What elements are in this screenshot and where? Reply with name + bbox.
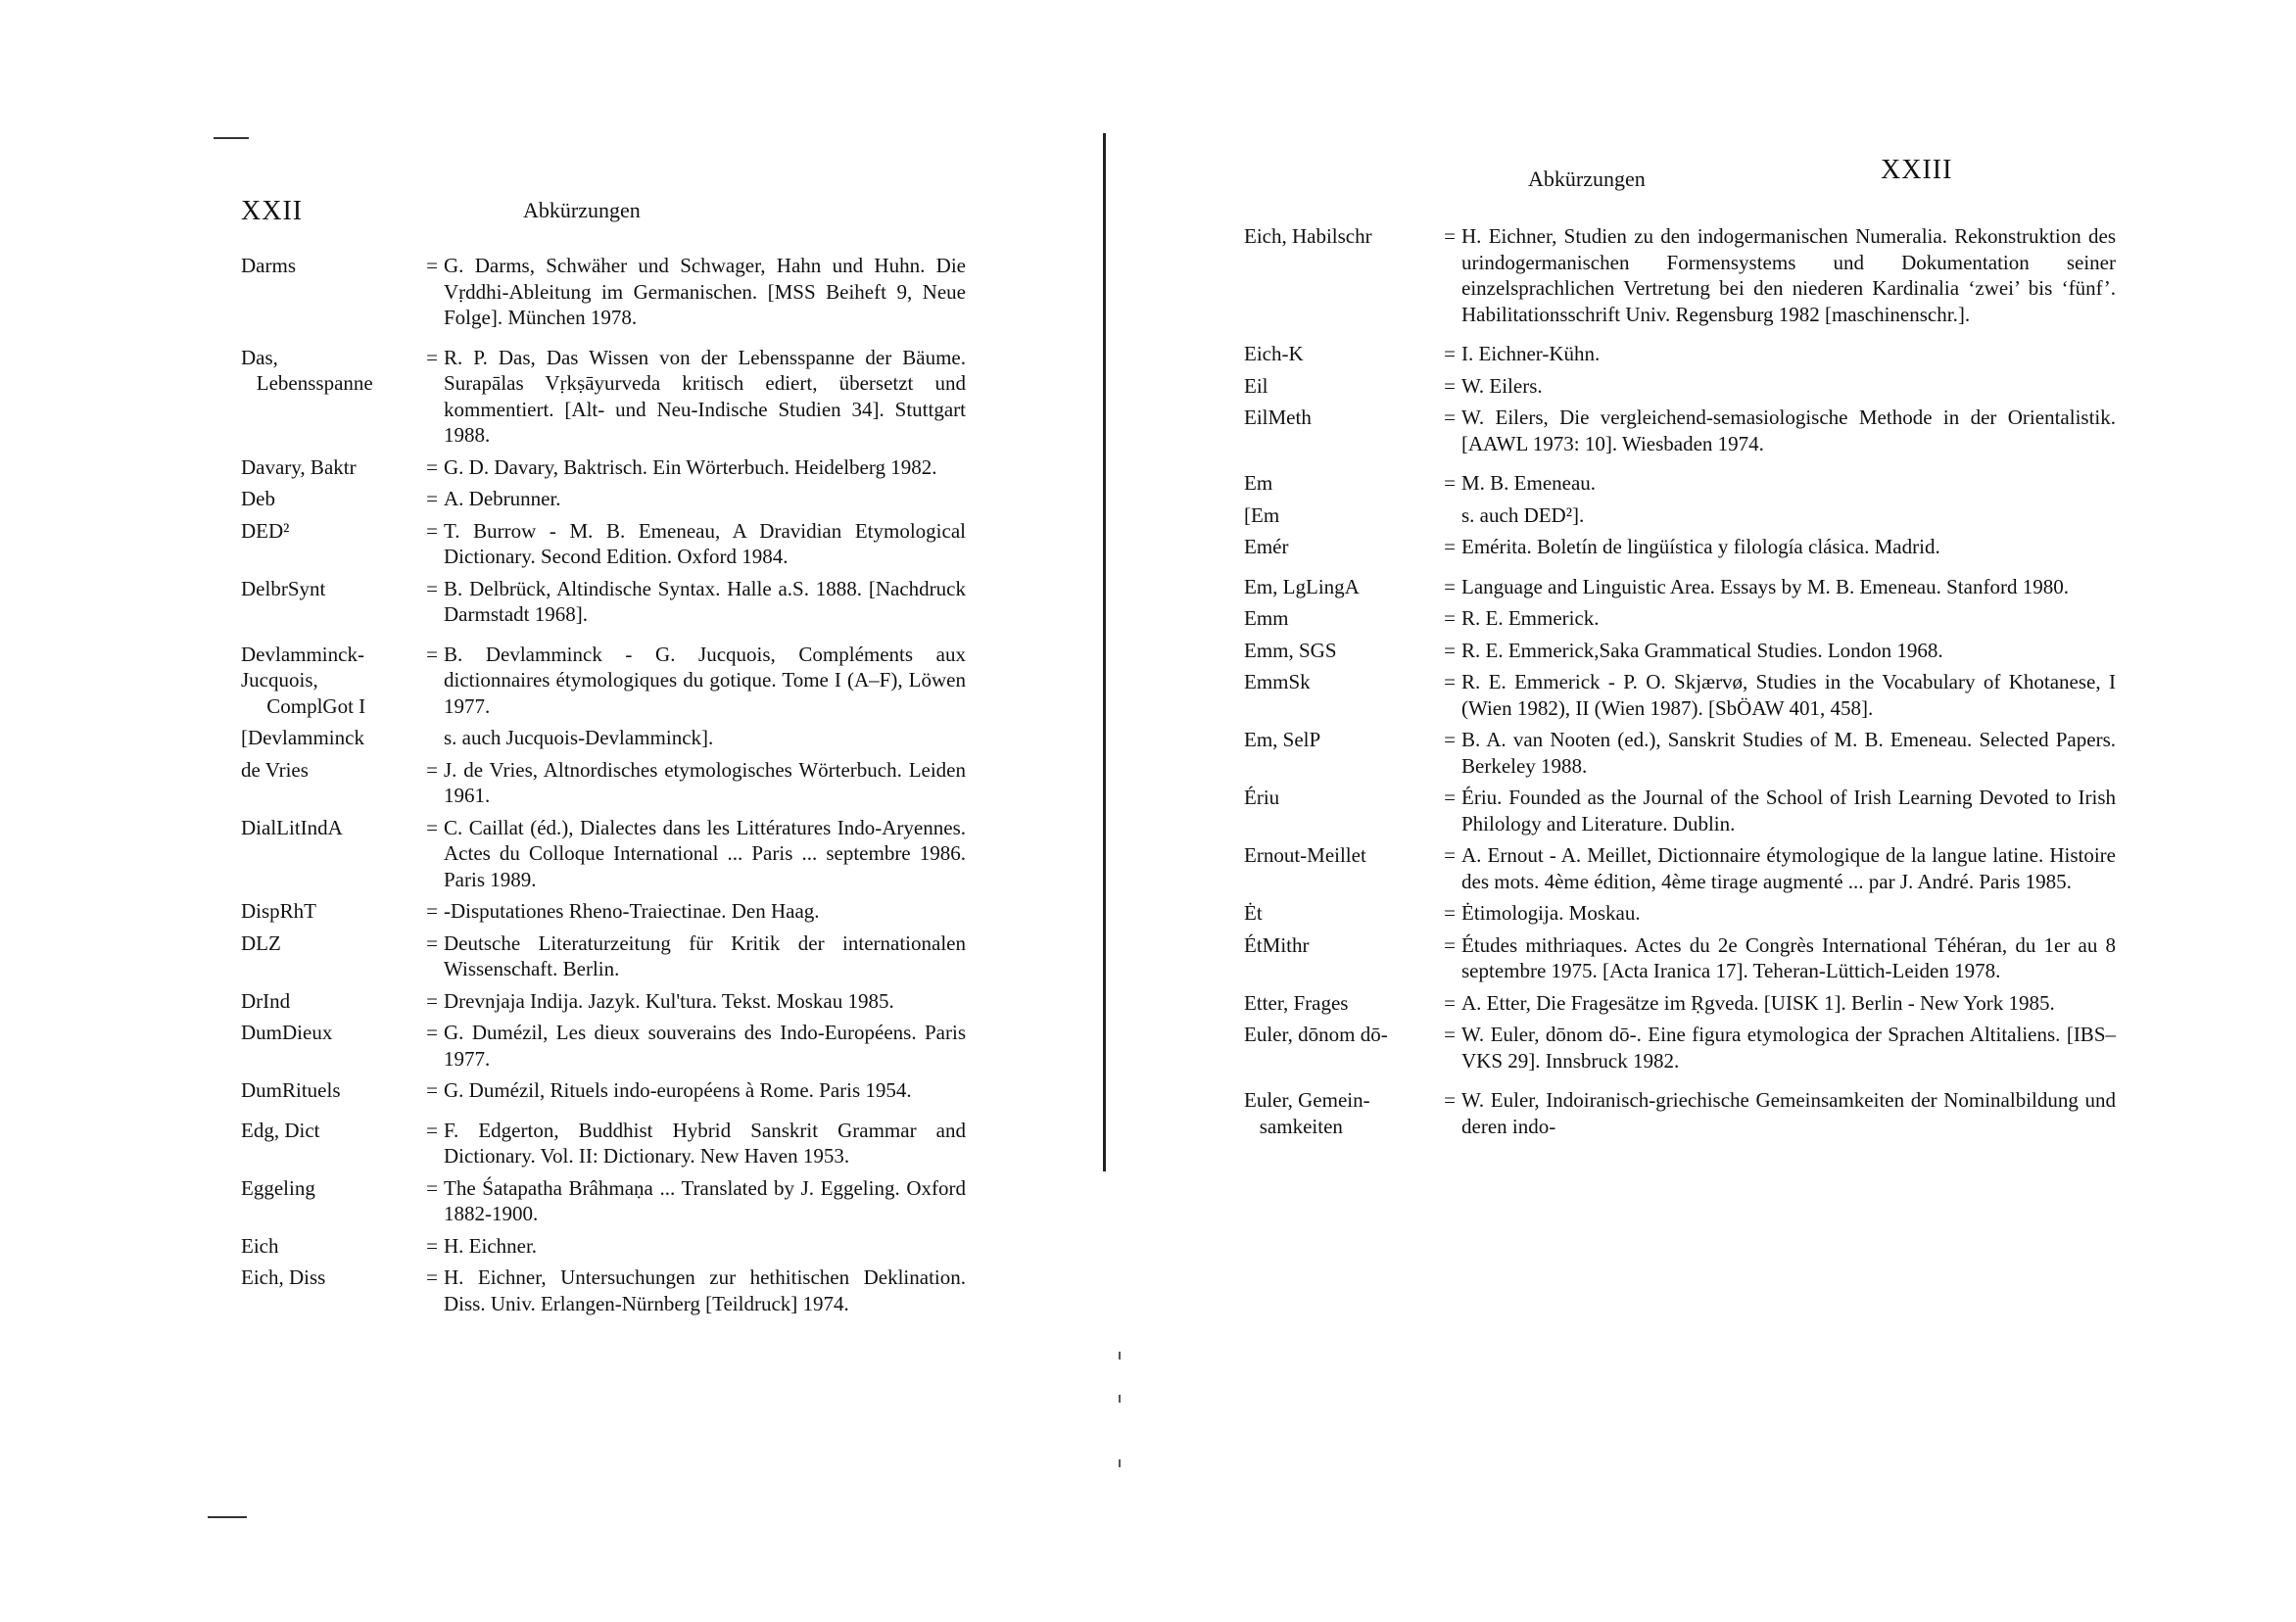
entry-abbreviation: Em, LgLingA	[1244, 574, 1360, 598]
entry-equals: =	[426, 642, 438, 666]
entry-definition: s. auch Jucquois-Devlamminck].	[444, 726, 714, 749]
entry-abbreviation: Em, SelP	[1244, 728, 1321, 751]
abbreviation-entry	[241, 253, 966, 331]
entry-abbreviation: Ernout-Meillet	[1244, 843, 1366, 867]
abbreviation-entry	[1244, 900, 2116, 927]
entry-definition: W. Euler, dōnom dō-. Eine figura etymologica der Sprachen Altitaliens. [IBS–VKS 29]. Innsbruck 1982.	[1461, 1023, 2116, 1073]
entry-definition: Ėtimologija. Moskau.	[1461, 901, 1641, 925]
entry-abbreviation: DelbrSynt	[241, 576, 326, 600]
abbreviation-entry	[1244, 785, 2116, 836]
entry-equals: =	[1444, 342, 1456, 365]
abbreviation-entry	[1244, 502, 2116, 529]
entry-equals: =	[426, 1118, 438, 1142]
entry-equals: =	[426, 576, 438, 600]
abbreviation-entry	[1244, 373, 2116, 400]
entry-abbreviation: Eich	[241, 1233, 279, 1258]
entry-definition: R. E. Emmerick,Saka Grammatical Studies. London 1968.	[1461, 638, 1943, 662]
entry-equals: =	[1444, 224, 1456, 248]
entry-abbreviation: de Vries	[241, 757, 309, 782]
entry-abbreviation: Deb	[241, 487, 275, 510]
entry-definition: T. Burrow - M. B. Emeneau, A Dravidian Etymological Dictionary. Second Edition. Oxford 1984.	[444, 518, 966, 568]
entry-abbreviation: Emm	[1244, 606, 1289, 630]
entry-equals: =	[426, 930, 438, 955]
entry-abbreviation: DumDieux	[241, 1021, 333, 1044]
entry-equals: =	[1444, 786, 1456, 809]
entry-equals: =	[426, 1233, 438, 1258]
entry-equals: =	[1444, 670, 1456, 693]
abbreviation-entry	[1244, 842, 2116, 894]
entry-abbreviation: [Devlamminck	[241, 726, 364, 749]
entry-abbreviation: DialLitIndA	[241, 815, 343, 839]
entry-equals: =	[426, 988, 438, 1013]
abbreviation-entry	[241, 930, 966, 982]
entry-abbreviation: Emm, SGS	[1244, 638, 1337, 662]
entry-equals: =	[1444, 932, 1456, 957]
entry-definition: Études mithriaques. Actes du 2e Congrès International Téhéran, du 1er au 8 septembre 1975. [Acta Iranica 17]. Teheran-Lüttich-Leiden 1978.	[1461, 932, 2116, 982]
entry-abbreviation: Etter, Frages	[1244, 990, 1349, 1015]
entry-equals: =	[426, 899, 438, 923]
entry-definition: Ériu. Founded as the Journal of the School of Irish Learning Devoted to Irish Philology and Literature. Dublin.	[1461, 786, 2116, 835]
entry-abbreviation: Davary, Baktr	[241, 454, 357, 479]
entry-abbreviation: Euler, dōnom dō-	[1244, 1023, 1388, 1046]
abbreviation-entry	[1244, 574, 2116, 600]
entry-definition: A. Ernout - A. Meillet, Dictionnaire étymologique de la langue latine. Histoire des mots. 4ème édition, 4ème tirage augmenté ... par J. André. Paris 1985.	[1461, 843, 2116, 893]
entry-definition: s. auch DED²].	[1461, 502, 1585, 527]
abbreviation-entry	[241, 642, 966, 720]
entry-abbreviation: Em	[1244, 471, 1273, 495]
entry-abbreviation: DispRhT	[241, 899, 317, 923]
entry-abbreviation: Eggeling	[241, 1175, 315, 1200]
entry-abbreviation: Ėt	[1244, 901, 1263, 925]
abbreviation-entry	[1244, 1022, 2116, 1073]
entry-definition: M. B. Emeneau.	[1461, 471, 1597, 495]
abbreviation-entry	[241, 815, 966, 893]
entry-equals: =	[426, 254, 438, 277]
entry-abbreviation: EmmSk	[1244, 670, 1311, 693]
entry-definition: The Śatapatha Brâhmaṇa ... Translated by J. Eggeling. Oxford 1882-1900.	[444, 1175, 966, 1225]
abbreviation-entry	[1244, 605, 2116, 632]
entry-equals: =	[426, 815, 438, 839]
entry-definition: C. Caillat (éd.), Dialectes dans les Littératures Indo-Aryennes. Actes du Colloque International ... Paris ... septembre 1986. Paris 1989.	[444, 815, 966, 891]
entry-equals: =	[1444, 535, 1456, 558]
entry-equals: =	[1444, 373, 1456, 398]
entry-definition: H. Eichner, Untersuchungen zur hethitischen Deklination. Diss. Univ. Erlangen-Nürnberg [Teildruck] 1974.	[444, 1265, 966, 1315]
entry-abbreviation: ÉtMithr	[1244, 932, 1310, 957]
scan-mark	[214, 137, 249, 139]
entry-definition: Language and Linguistic Area. Essays by M. B. Emeneau. Stanford 1980.	[1461, 574, 2069, 598]
entry-equals: =	[1444, 843, 1456, 867]
entry-definition: A. Etter, Die Fragesätze im Ṛgveda. [UISK 1]. Berlin - New York 1985.	[1461, 990, 2055, 1015]
abbreviation-entry	[241, 454, 966, 481]
scan-mark	[1119, 1352, 1121, 1360]
entry-equals: =	[1444, 606, 1456, 630]
entry-equals: =	[426, 1021, 438, 1044]
entry-equals: =	[426, 1175, 438, 1200]
abbreviation-entry	[241, 1175, 966, 1227]
abbreviation-entry	[1244, 405, 2116, 456]
entry-abbreviation: DumRituels	[241, 1078, 341, 1102]
entry-equals: =	[1444, 471, 1456, 495]
abbreviation-entry	[241, 1020, 966, 1072]
entry-definition: R. P. Das, Das Wissen von der Lebensspanne der Bäume. Surapālas Vṛkṣāyurveda kritisch ediert, übersetzt und kommentiert. [Alt- und Neu-Indische Studien 34]. Stuttgart 1988.	[444, 345, 966, 447]
scan-mark	[208, 1516, 247, 1518]
abbreviation-entry	[1244, 1087, 2116, 1139]
entry-definition: B. A. van Nooten (ed.), Sanskrit Studies of M. B. Emeneau. Selected Papers. Berkeley 1988.	[1461, 728, 2116, 778]
abbreviation-entry	[241, 988, 966, 1015]
entry-equals: =	[426, 454, 438, 479]
entry-definition: F. Edgerton, Buddhist Hybrid Sanskrit Grammar and Dictionary. Vol. II: Dictionary. New Haven 1953.	[444, 1118, 966, 1168]
entry-abbreviation: Darms	[241, 254, 296, 277]
book-gutter	[1103, 133, 1106, 1171]
entry-equals: =	[1444, 638, 1456, 662]
entry-definition: Deutsche Literaturzeitung für Kritik der internationalen Wissenschaft. Berlin.	[444, 930, 966, 980]
entry-definition: G. D. Davary, Baktrisch. Ein Wörterbuch. Heidelberg 1982.	[444, 454, 937, 479]
entry-abbreviation: DrInd	[241, 988, 291, 1013]
abbreviation-entry	[241, 1233, 966, 1260]
abbreviation-entry	[1244, 341, 2116, 367]
entry-abbreviation: Euler, Gemein- samkeiten	[1244, 1088, 1370, 1138]
abbreviation-entry	[1244, 223, 2116, 327]
running-head: Abkürzungen	[1528, 167, 1646, 191]
entry-equals: =	[1444, 406, 1456, 429]
entry-definition: W. Euler, Indoiranisch-griechische Gemeinsamkeiten der Nominalbildung und deren indo-	[1461, 1088, 2116, 1138]
entry-definition: B. Devlamminck - G. Jucquois, Compléments aux dictionnaires étymologiques du gotique. Tome I (A–F), Löwen 1977.	[444, 642, 966, 718]
entry-definition: Drevnjaja Indija. Jazyk. Kul'tura. Tekst. Moskau 1985.	[444, 988, 894, 1013]
entry-equals: =	[426, 487, 438, 510]
entry-equals: =	[1444, 728, 1456, 751]
left-page	[0, 0, 1117, 1622]
abbreviation-entry	[241, 725, 966, 751]
entry-abbreviation: Emér	[1244, 535, 1289, 558]
entry-definition: W. Eilers, Die vergleichend-semasiologische Methode in der Orientalistik. [AAWL 1973: 10]. Wiesbaden 1974.	[1461, 406, 2116, 455]
entry-equals: =	[1444, 1023, 1456, 1046]
right-page	[1117, 0, 2296, 1622]
scan-mark	[1119, 1395, 1121, 1403]
abbreviation-entry	[241, 757, 966, 809]
entry-definition: I. Eichner-Kühn.	[1461, 342, 1601, 365]
entry-equals: =	[426, 1078, 438, 1102]
entry-definition: G. Dumézil, Rituels indo-européens à Rome. Paris 1954.	[444, 1078, 912, 1102]
entry-equals: =	[426, 345, 438, 369]
abbreviation-list	[241, 253, 966, 1322]
entry-abbreviation: Edg, Dict	[241, 1118, 320, 1142]
running-head: Abkürzungen	[523, 198, 641, 222]
entry-equals: =	[1444, 901, 1456, 925]
page-number: XXIII	[1881, 155, 1953, 185]
abbreviation-entry	[1244, 669, 2116, 721]
entry-definition: -Disputationes Rheno-Traiectinae. Den Haag.	[444, 899, 820, 923]
entry-definition: W. Eilers.	[1461, 373, 1543, 398]
entry-equals: =	[426, 757, 438, 782]
entry-definition: Emérita. Boletín de lingüística y filología clásica. Madrid.	[1461, 535, 1940, 558]
entry-abbreviation: Ériu	[1244, 786, 1280, 809]
abbreviation-entry	[241, 1264, 966, 1316]
scan-mark	[1119, 1459, 1121, 1467]
abbreviation-entry	[1244, 470, 2116, 497]
abbreviation-entry	[241, 486, 966, 512]
entry-abbreviation: EilMeth	[1244, 406, 1312, 429]
abbreviation-entry	[241, 345, 966, 449]
entry-abbreviation: Eich, Habilschr	[1244, 224, 1372, 248]
entry-abbreviation: Devlamminck-Jucquois, ComplGot I	[241, 642, 366, 718]
abbreviation-entry	[241, 576, 966, 628]
abbreviation-entry	[241, 518, 966, 570]
entry-abbreviation: Das, Lebensspanne	[241, 345, 373, 395]
abbreviation-entry	[1244, 932, 2116, 984]
abbreviation-entry	[1244, 534, 2116, 560]
entry-equals: =	[426, 518, 438, 543]
abbreviation-entry	[241, 1077, 966, 1104]
entry-equals: =	[1444, 574, 1456, 598]
entry-definition: R. E. Emmerick - P. O. Skjærvø, Studies in the Vocabulary of Khotanese, I (Wien 1982), II (Wien 1987). [SbÖAW 401, 458].	[1461, 670, 2116, 720]
entry-definition: G. Darms, Schwäher und Schwager, Hahn und Huhn. Die Vṛddhi-Ableitung im Germanischen. [MSS Beiheft 9, Neue Folge]. München 1978.	[444, 254, 966, 329]
entry-definition: A. Debrunner.	[444, 487, 561, 510]
entry-abbreviation: Eich-K	[1244, 342, 1304, 365]
entry-abbreviation: DED²	[241, 518, 290, 543]
entry-definition: G. Dumézil, Les dieux souverains des Indo-Européens. Paris 1977.	[444, 1021, 966, 1071]
abbreviation-entry	[1244, 990, 2116, 1017]
entry-definition: B. Delbrück, Altindische Syntax. Halle a.S. 1888. [Nachdruck Darmstadt 1968].	[444, 576, 966, 626]
entry-equals: =	[426, 1265, 438, 1289]
entry-equals: =	[1444, 990, 1456, 1015]
abbreviation-entry	[241, 898, 966, 925]
entry-abbreviation: Eich, Diss	[241, 1265, 326, 1289]
entry-abbreviation: DLZ	[241, 930, 281, 955]
abbreviation-entry	[1244, 638, 2116, 664]
entry-equals: =	[1444, 1088, 1456, 1112]
abbreviation-entry	[241, 1118, 966, 1169]
page-number: XXII	[241, 196, 304, 226]
entry-definition: J. de Vries, Altnordisches etymologisches Wörterbuch. Leiden 1961.	[444, 757, 966, 807]
entry-abbreviation: Eil	[1244, 373, 1268, 398]
abbreviation-entry	[1244, 727, 2116, 779]
abbreviation-list	[1244, 223, 2116, 1145]
entry-definition: H. Eichner.	[444, 1233, 538, 1258]
entry-definition: H. Eichner, Studien zu den indogermanischen Numeralia. Rekonstruktion des urindogermanischen Formensystems und Dokumentation seiner einzelsprachlichen Vertretung bei den niederen Kardinalia ‘zwei’ bis ‘fünf’. Habilitationsschrift Univ. Regensburg 1982 [maschinenschr.].	[1461, 224, 2116, 326]
entry-abbreviation: [Em	[1244, 502, 1280, 527]
entry-definition: R. E. Emmerick.	[1461, 606, 1600, 630]
